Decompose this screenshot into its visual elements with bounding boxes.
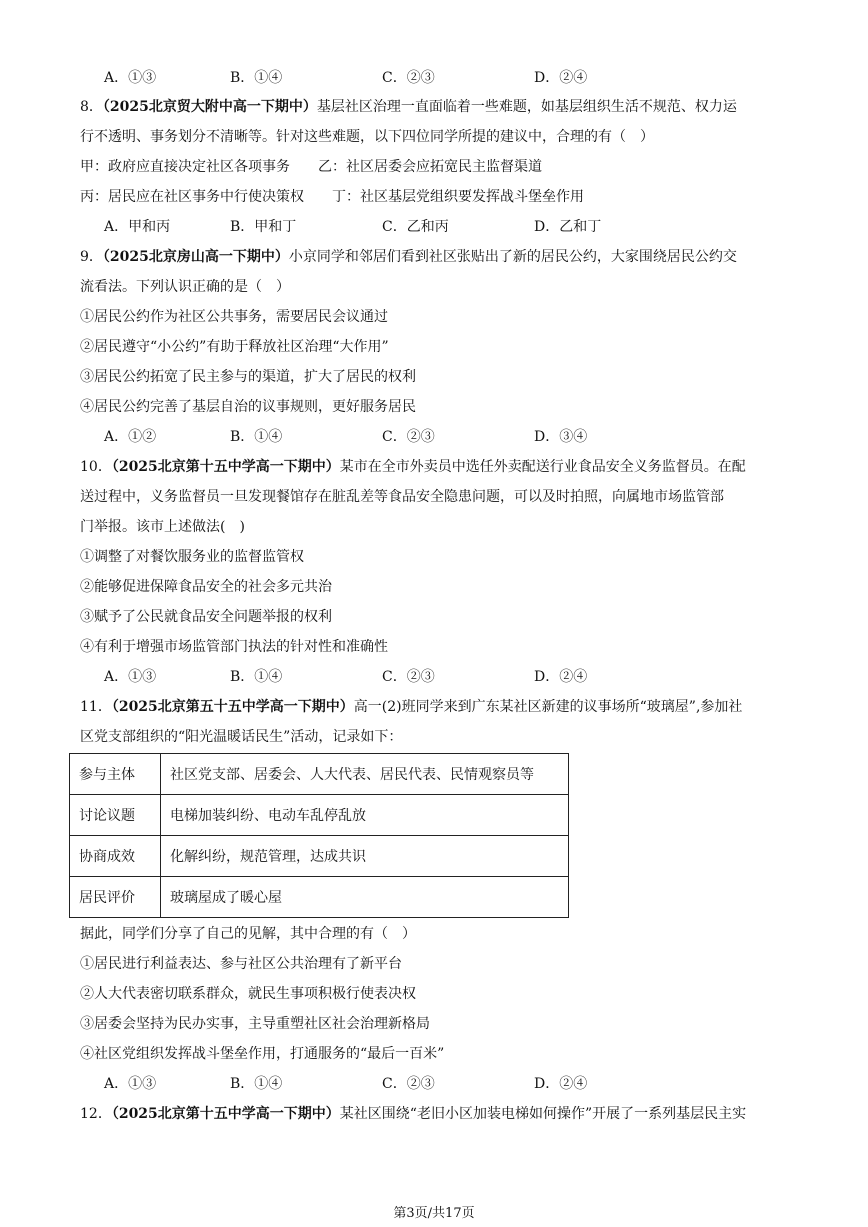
q10-item-4: ④有利于增强市场监管部门执法的针对性和准确性 — [80, 639, 388, 655]
q7-option-a[interactable]: A．①③ — [104, 70, 157, 86]
q9-item-2: ②居民遵守“小公约”有助于释放社区治理“大作用” — [80, 339, 389, 355]
q11-source: （2025北京第五十五中学高一下期中） — [111, 699, 354, 715]
q8-option-c[interactable]: C．乙和丙 — [382, 219, 449, 235]
q8-stem: 基层社区治理一直面临着一些难题，如基层组织生活不规范、权力运 — [316, 99, 737, 115]
q10-stem-line-1 — [80, 457, 746, 477]
table-row — [70, 877, 569, 918]
q9-option-d[interactable]: D．③④ — [534, 429, 588, 445]
q10-item-1: ①调整了对餐饮服务业的监督监管权 — [80, 549, 304, 565]
q9-stem-line-2: 流看法。下列认识正确的是（ ） — [80, 279, 290, 295]
q10-item-3: ③赋予了公民就食品安全问题举报的权利 — [80, 609, 332, 625]
q11-item-3: ③居委会坚持为民办实事，主导重塑社区社会治理新格局 — [80, 1016, 430, 1032]
q9-option-c[interactable]: C．②③ — [382, 429, 435, 445]
table-cell-key: 居民评价 — [70, 877, 161, 918]
q11-option-c[interactable]: C．②③ — [382, 1076, 435, 1092]
q8-option-a[interactable]: A．甲和丙 — [104, 219, 171, 235]
q10-option-d[interactable]: D．②④ — [534, 669, 588, 685]
table-row — [70, 836, 569, 877]
q8-option-d[interactable]: D．乙和丁 — [534, 219, 602, 235]
q11-item-1: ①居民进行利益表达、参与社区公共治理有了新平台 — [80, 956, 402, 972]
q10-stem-line-2: 送过程中，义务监督员一旦发现餐馆存在脏乱差等食品安全隐患问题，可以及时拍照，向属地市场监管部 — [80, 489, 724, 505]
q8-number: 8． — [80, 99, 103, 115]
q9-item-3: ③居民公约拓宽了民主参与的渠道，扩大了居民的权利 — [80, 369, 416, 385]
q11-option-d[interactable]: D．②④ — [534, 1076, 588, 1092]
q12-stem: 某社区围绕“老旧小区加装电梯如何操作”开展了一系列基层民主实 — [339, 1106, 747, 1122]
table-cell-key: 讨论议题 — [70, 795, 161, 836]
q10-item-2: ②能够促进保障食品安全的社会多元共治 — [80, 579, 332, 595]
q7-option-b[interactable]: B．①④ — [230, 70, 283, 86]
table-cell-value: 玻璃屋成了暖心屋 — [161, 877, 569, 918]
q8-stem-line-2: 行不透明、事务划分不清晰等。针对这些难题，以下四位同学所提的建议中，合理的有（ ） — [80, 129, 654, 145]
q11-stem: 高一(2)班同学来到广东某社区新建的议事场所“玻璃屋”,参加社 — [353, 699, 743, 715]
q11-number: 11． — [80, 699, 112, 715]
q10-option-c[interactable]: C．②③ — [382, 669, 435, 685]
q9-stem: 小京同学和邻居们看到社区张贴出了新的居民公约，大家围绕居民公约交 — [288, 249, 737, 265]
q10-number: 10． — [80, 459, 112, 475]
q10-source: （2025北京第十五中学高一下期中） — [111, 459, 340, 475]
q11-stem-line-2: 区党支部组织的“阳光温暖话民生”活动，记录如下： — [80, 729, 403, 745]
q10-option-a[interactable]: A．①③ — [104, 669, 157, 685]
table-cell-key: 参与主体 — [70, 754, 161, 795]
q12-source: （2025北京第十五中学高一下期中） — [111, 1106, 340, 1122]
table-row — [70, 795, 569, 836]
q9-number: 9． — [80, 249, 103, 265]
q7-option-d[interactable]: D．②④ — [534, 70, 588, 86]
q9-item-4: ④居民公约完善了基层自治的议事规则，更好服务居民 — [80, 399, 416, 415]
q8-suggestions-1: 甲：政府应直接决定社区各项事务 乙：社区居委会应拓宽民主监督渠道 — [80, 159, 542, 175]
q10-stem: 某市在全市外卖员中选任外卖配送行业食品安全义务监督员。在配 — [339, 459, 746, 475]
page-number: 第3页/共17页 — [393, 1206, 475, 1221]
q10-stem-line-3: 门举报。该市上述做法( ) — [80, 519, 245, 535]
q11-stem-line-3: 据此，同学们分享了自己的见解，其中合理的有（ ） — [80, 926, 416, 942]
q11-stem-line-1 — [80, 697, 742, 717]
q11-record-table — [69, 753, 569, 918]
q8-option-b[interactable]: B．甲和丁 — [230, 219, 297, 235]
table-cell-key: 协商成效 — [70, 836, 161, 877]
q12-stem-line-1 — [80, 1104, 746, 1124]
q9-source: （2025北京房山高一下期中） — [102, 249, 289, 265]
table-cell-value: 电梯加装纠纷、电动车乱停乱放 — [161, 795, 569, 836]
table-row — [70, 754, 569, 795]
table-cell-value: 化解纠纷，规范管理，达成共识 — [161, 836, 569, 877]
q7-option-c[interactable]: C．②③ — [382, 70, 435, 86]
q8-suggestions-2: 丙：居民应在社区事务中行使决策权 丁：社区基层党组织要发挥战斗堡垒作用 — [80, 189, 584, 205]
q9-option-a[interactable]: A．①② — [104, 429, 157, 445]
q9-item-1: ①居民公约作为社区公共事务，需要居民会议通过 — [80, 309, 388, 325]
q8-stem-line-1 — [80, 97, 737, 117]
q9-stem-line-1 — [80, 247, 737, 267]
q11-item-4: ④社区党组织发挥战斗堡垒作用，打通服务的“最后一百米” — [80, 1046, 445, 1062]
q11-option-a[interactable]: A．①③ — [104, 1076, 157, 1092]
q11-item-2: ②人大代表密切联系群众，就民生事项积极行使表决权 — [80, 986, 416, 1002]
q10-option-b[interactable]: B．①④ — [230, 669, 283, 685]
q9-option-b[interactable]: B．①④ — [230, 429, 283, 445]
q11-option-b[interactable]: B．①④ — [230, 1076, 283, 1092]
q12-number: 12． — [80, 1106, 112, 1122]
table-cell-value: 社区党支部、居委会、人大代表、居民代表、民情观察员等 — [161, 754, 569, 795]
q8-source: （2025北京贸大附中高一下期中） — [102, 99, 317, 115]
